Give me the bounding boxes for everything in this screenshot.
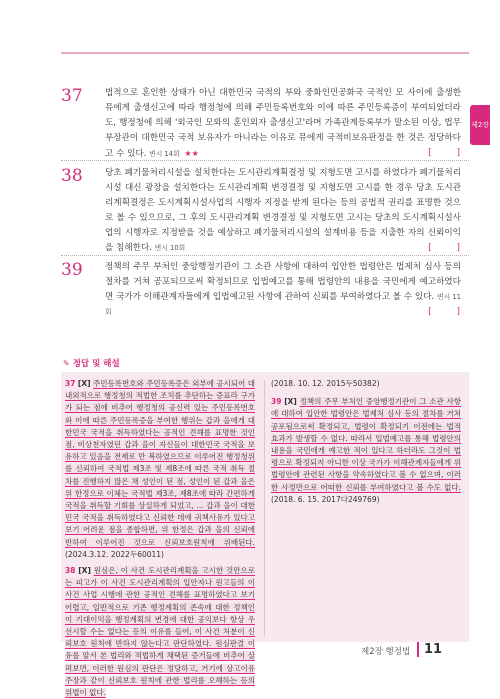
answer-mark: [X] bbox=[284, 397, 297, 407]
answer-citation: (2018. 10. 12. 2015두50382) bbox=[271, 379, 380, 388]
answers-heading bbox=[63, 357, 120, 369]
question-number: 37 bbox=[61, 86, 83, 106]
answer-38 bbox=[65, 565, 255, 699]
side-tab: 제2장 bbox=[470, 105, 490, 145]
question-body bbox=[105, 260, 471, 320]
answer-number: 39 bbox=[271, 397, 282, 407]
importance-stars: ★★ bbox=[184, 149, 199, 158]
question-body bbox=[105, 86, 471, 162]
answer-mark: [X] bbox=[77, 379, 91, 388]
answer-bracket[interactable]: [ ] bbox=[428, 307, 471, 317]
question-number: 38 bbox=[61, 166, 83, 186]
question-text: 법적으로 혼인한 상태가 아닌 대한민국 국적의 부와 중화인민공화국 국적인 모 사이에 출생한 뮤에게 출생신고에 따라 행정청에 의해 주민등록번호와 이에 따른 주민등록증이 부여되었더라도, 행정청에 의해 '외국인 모와의 혼인외자 출생신고'라며 가족관계등록부가 말소된 이상, 법무부장관이 대한민국 국적 보유자가 아니라는 이유로 뮤에게 국적비보유판정을 한 것은 정당하다고 수 있다. bbox=[105, 88, 461, 159]
answer-39 bbox=[271, 396, 461, 506]
question-number: 39 bbox=[61, 260, 83, 280]
answer-bracket[interactable]: [ ] bbox=[428, 243, 471, 253]
divider bbox=[61, 160, 469, 161]
page-marker bbox=[417, 642, 419, 657]
question-38 bbox=[61, 166, 471, 253]
exam-note: 변시 11회 bbox=[105, 293, 461, 316]
exam-note: 변시 10회 bbox=[154, 244, 186, 252]
column-divider bbox=[264, 380, 265, 636]
question-37 bbox=[61, 86, 471, 159]
question-text: 정책의 주무 부처인 중앙행정기관이 그 소관 사항에 대하여 입안한 법령안은 법제처 심사 등의 절차를 거쳐 공포되므로써 확정되므로 입법예고를 통해 법령안의 내용을 국민에게 예고하였다면 국가가 이해관계자들에게 입법예고된 사항에 관하여 신뢰를 부여하였다고 볼 수 있다. bbox=[105, 262, 461, 302]
chapter-footer: 제2장 행정법 bbox=[361, 647, 411, 657]
answers-left-column bbox=[65, 378, 255, 699]
divider bbox=[61, 255, 469, 256]
answer-number: 38 bbox=[65, 566, 76, 576]
answer-bracket[interactable]: [ ] bbox=[428, 148, 471, 158]
answer-text: 정책의 주무 부처인 중앙행정기관이 그 소관 사항에 대하여 입안한 법령안은 법제처 심사 등의 절차를 거쳐 공포됨으로써 확정되고, 법령이 확정되기 이전에는 법적 효과가 발생할 수 없다. 따라서 입법예고를 통해 법령안의 내용을 국민에게 예고한 적이 있다고 하더라도 그것이 법령으로 확정되지 아니한 이상 국가가 이해관계자들에게 위 법령안에 관련된 사항을 약속하였다고 볼 수 없으며, 이러한 사정만으로 어떠한 신뢰를 부여하였다고 볼 수도 없다. bbox=[271, 397, 462, 492]
page-number: 11 bbox=[424, 642, 443, 657]
question-body bbox=[105, 166, 471, 256]
question-text: 당초 폐기물처리시설을 설치한다는 도시관리계획결정 및 지형도면 고시를 하였다가 폐기물처리시설 대신 광장을 설치한다는 도시관리계획 변경결정 및 지형도면 고시를 한 경우 당초 도시관리계획결정은 도시계획시설사업의 시행자 지정을 받게 된다는 등의 공법적 권리를 표명한 것으로 볼 수 있으므로, 그 후의 도시관리계획 변경결정 및 지형도면 고시는 당초의 도시계획시설사업의 시행자로 지정받을 것을 예상하고 폐기물처리시설의 설계비용 등을 지출한 자의 신뢰이익을 침해한다. bbox=[105, 168, 461, 253]
answer-text: 주민등록번호와 주민등록증은 외부에 공시되어 대내외적으로 행정청의 적법한 조치를 추단하는 증표라 구가가 되는 점에 비추어 행정청의 공신력 있는 주민등록번호와 이에 따른 주민등록증을 부여한 행위는 갑과 을에게 대한민국 국적을 취득하였다는 공적인 견해를 표명한 것인 점, 비상천자였던 갑과 을이 자신들이 대한민국 국적을 보유하고 있음을 전제로 만 복하였으므로 이루어진 행정청위를 신뢰하여 국적법 제3조 및 제8조에 따른 국적 취득 절차를 진행하지 않은 채 성인이 된 점, 성인이 된 갑과 을은 위 한정으로 이체는 국적법 제3조, 제8조에 따라 간편하게 국적을 취득할 기회를 상실하게 되었고, ... 갑과 을이 대한민국 국적을 취득하였다고 신뢰한 데에 귀책사유가 있다고 보기 어려운 점을 종합하면, 위 한정은 갑과 을의 신뢰에 반하여 이루어진 것으로 신뢰보호원칙에 위배된다. bbox=[65, 379, 255, 547]
answer-mark: [X] bbox=[78, 566, 91, 576]
top-rule bbox=[61, 52, 469, 54]
pencil-icon: ✎ bbox=[63, 359, 70, 368]
answer-37 bbox=[65, 378, 255, 561]
answer-citation: (2024.3.12. 2022두60011) bbox=[65, 549, 164, 559]
answers-right-column bbox=[271, 378, 461, 506]
exam-note: 변시 14회 bbox=[149, 150, 180, 158]
question-39 bbox=[61, 260, 471, 317]
answer-38-citation-block bbox=[271, 378, 461, 390]
answer-text: 원심은, 이 사건 도시관리계획을 고시한 것만으로는 피고가 이 사건 도시관리계획의 입안자나 원고들의 이 사건 사업 시행에 관한 공적인 견해를 표명하였다고 보기 어렵고, 일반적으로 기존 행정계획의 존속에 대한 정책인이 기대이익을 행정계획의 변경에 대한 공익보다 항상 우선시할 수는 없다는 등의 이유를 들어, 이 사건 처분이 신뢰보호 원칙에 반하지 않는다고 판단하였다. 원심판결 이유를 앞서 본 법리와 적법하게 채택된 증거들에 비추어 살펴보면, 이러한 원심의 판단은 정당하고, 거기에 상고이유 주장과 같이 신뢰보호 원칙에 관한 법리를 오해하는 등의 위법이 없다. bbox=[65, 566, 256, 698]
answer-citation: (2018. 6. 15. 2017다249769) bbox=[271, 494, 380, 504]
answers-heading-text: 정답 및 해설 bbox=[72, 359, 120, 369]
answer-number: 37 bbox=[65, 379, 76, 388]
